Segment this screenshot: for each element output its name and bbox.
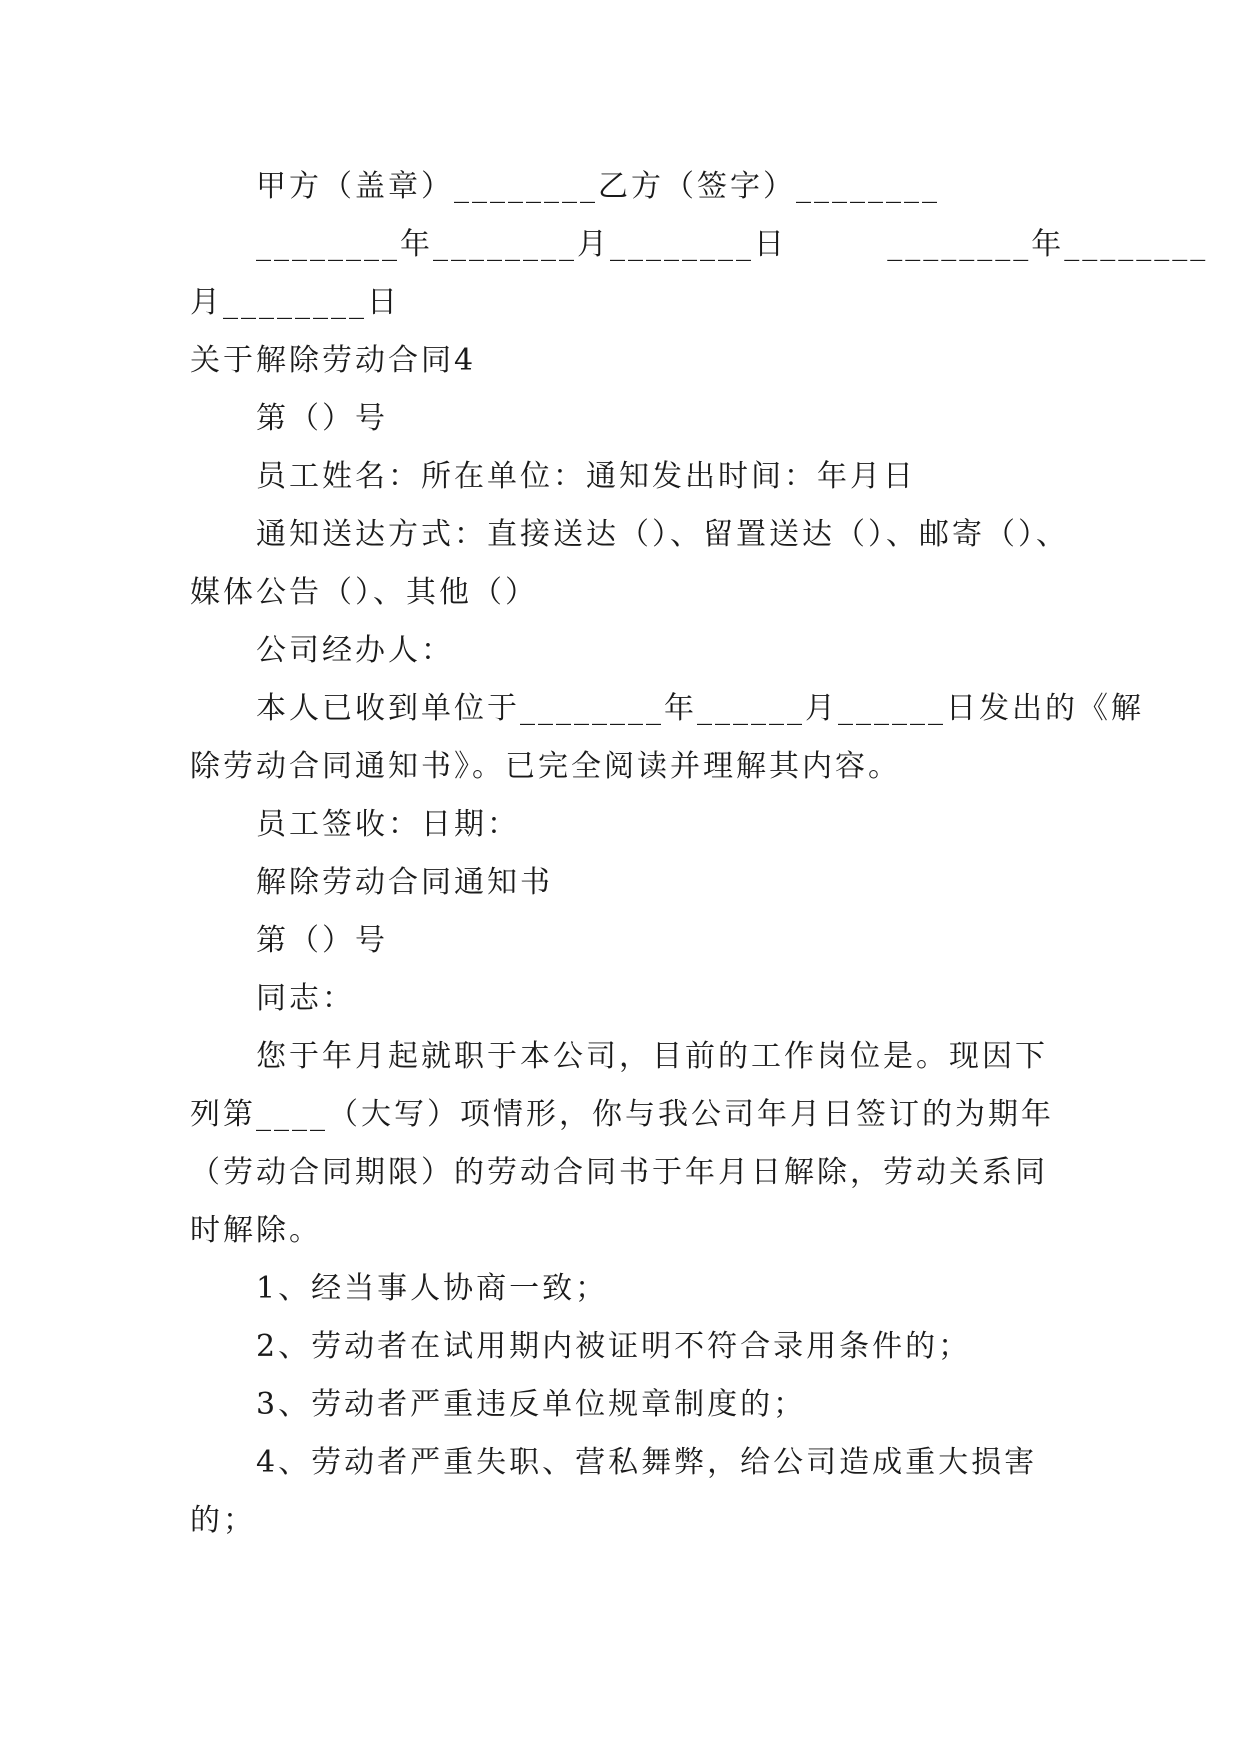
body-paragraph-line: 时解除。 [190, 1213, 322, 1248]
employee-signoff-line: 员工签收：日期： [256, 807, 520, 842]
body-paragraph-line: （劳动合同期限）的劳动合同书于年月日解除，劳动关系同 [190, 1155, 1048, 1190]
delivery-method-line: 通知送达方式：直接送达（）、留置送达（）、邮寄（）、 [256, 517, 1069, 552]
body-paragraph-line: 列第____（大写）项情形，你与我公司年月日签订的为期年 [190, 1097, 1054, 1132]
salutation: 同志： [256, 981, 355, 1016]
delivery-method-line-continued: 媒体公告（）、其他（） [190, 575, 538, 610]
list-item: 1、经当事人协商一致； [256, 1271, 609, 1306]
list-item: 3、劳动者严重违反单位规章制度的； [256, 1387, 807, 1422]
receipt-statement-line: 本人已收到单位于________年______月______日发出的《解 [256, 691, 1144, 726]
signature-party-line: 甲方（盖章）________乙方（签字）________ [256, 169, 940, 204]
employee-info-line: 员工姓名：所在单位：通知发出时间：年月日 [256, 459, 916, 494]
document-body [190, 158, 1209, 1550]
list-item-continued: 的； [190, 1503, 256, 1538]
list-item: 4、劳动者严重失职、营私舞弊，给公司造成重大损害 [256, 1445, 1038, 1480]
body-paragraph-line: 您于年月起就职于本公司，目前的工作岗位是。现因下 [256, 1039, 1048, 1074]
list-item: 2、劳动者在试用期内被证明不符合录用条件的； [256, 1329, 972, 1364]
signature-date-line: ________年________月________日 ________年________ [256, 227, 1209, 262]
notice-number: 第（）号 [256, 923, 388, 958]
signature-date-line-continued: 月________日 [190, 285, 400, 320]
receipt-statement-line-continued: 除劳动合同通知书》。已完全阅读并理解其内容。 [190, 749, 901, 784]
notice-title: 解除劳动合同通知书 [256, 865, 553, 900]
section-title: 关于解除劳动合同4 [190, 343, 477, 378]
company-handler-line: 公司经办人： [256, 633, 454, 668]
document-number: 第（）号 [256, 401, 388, 436]
